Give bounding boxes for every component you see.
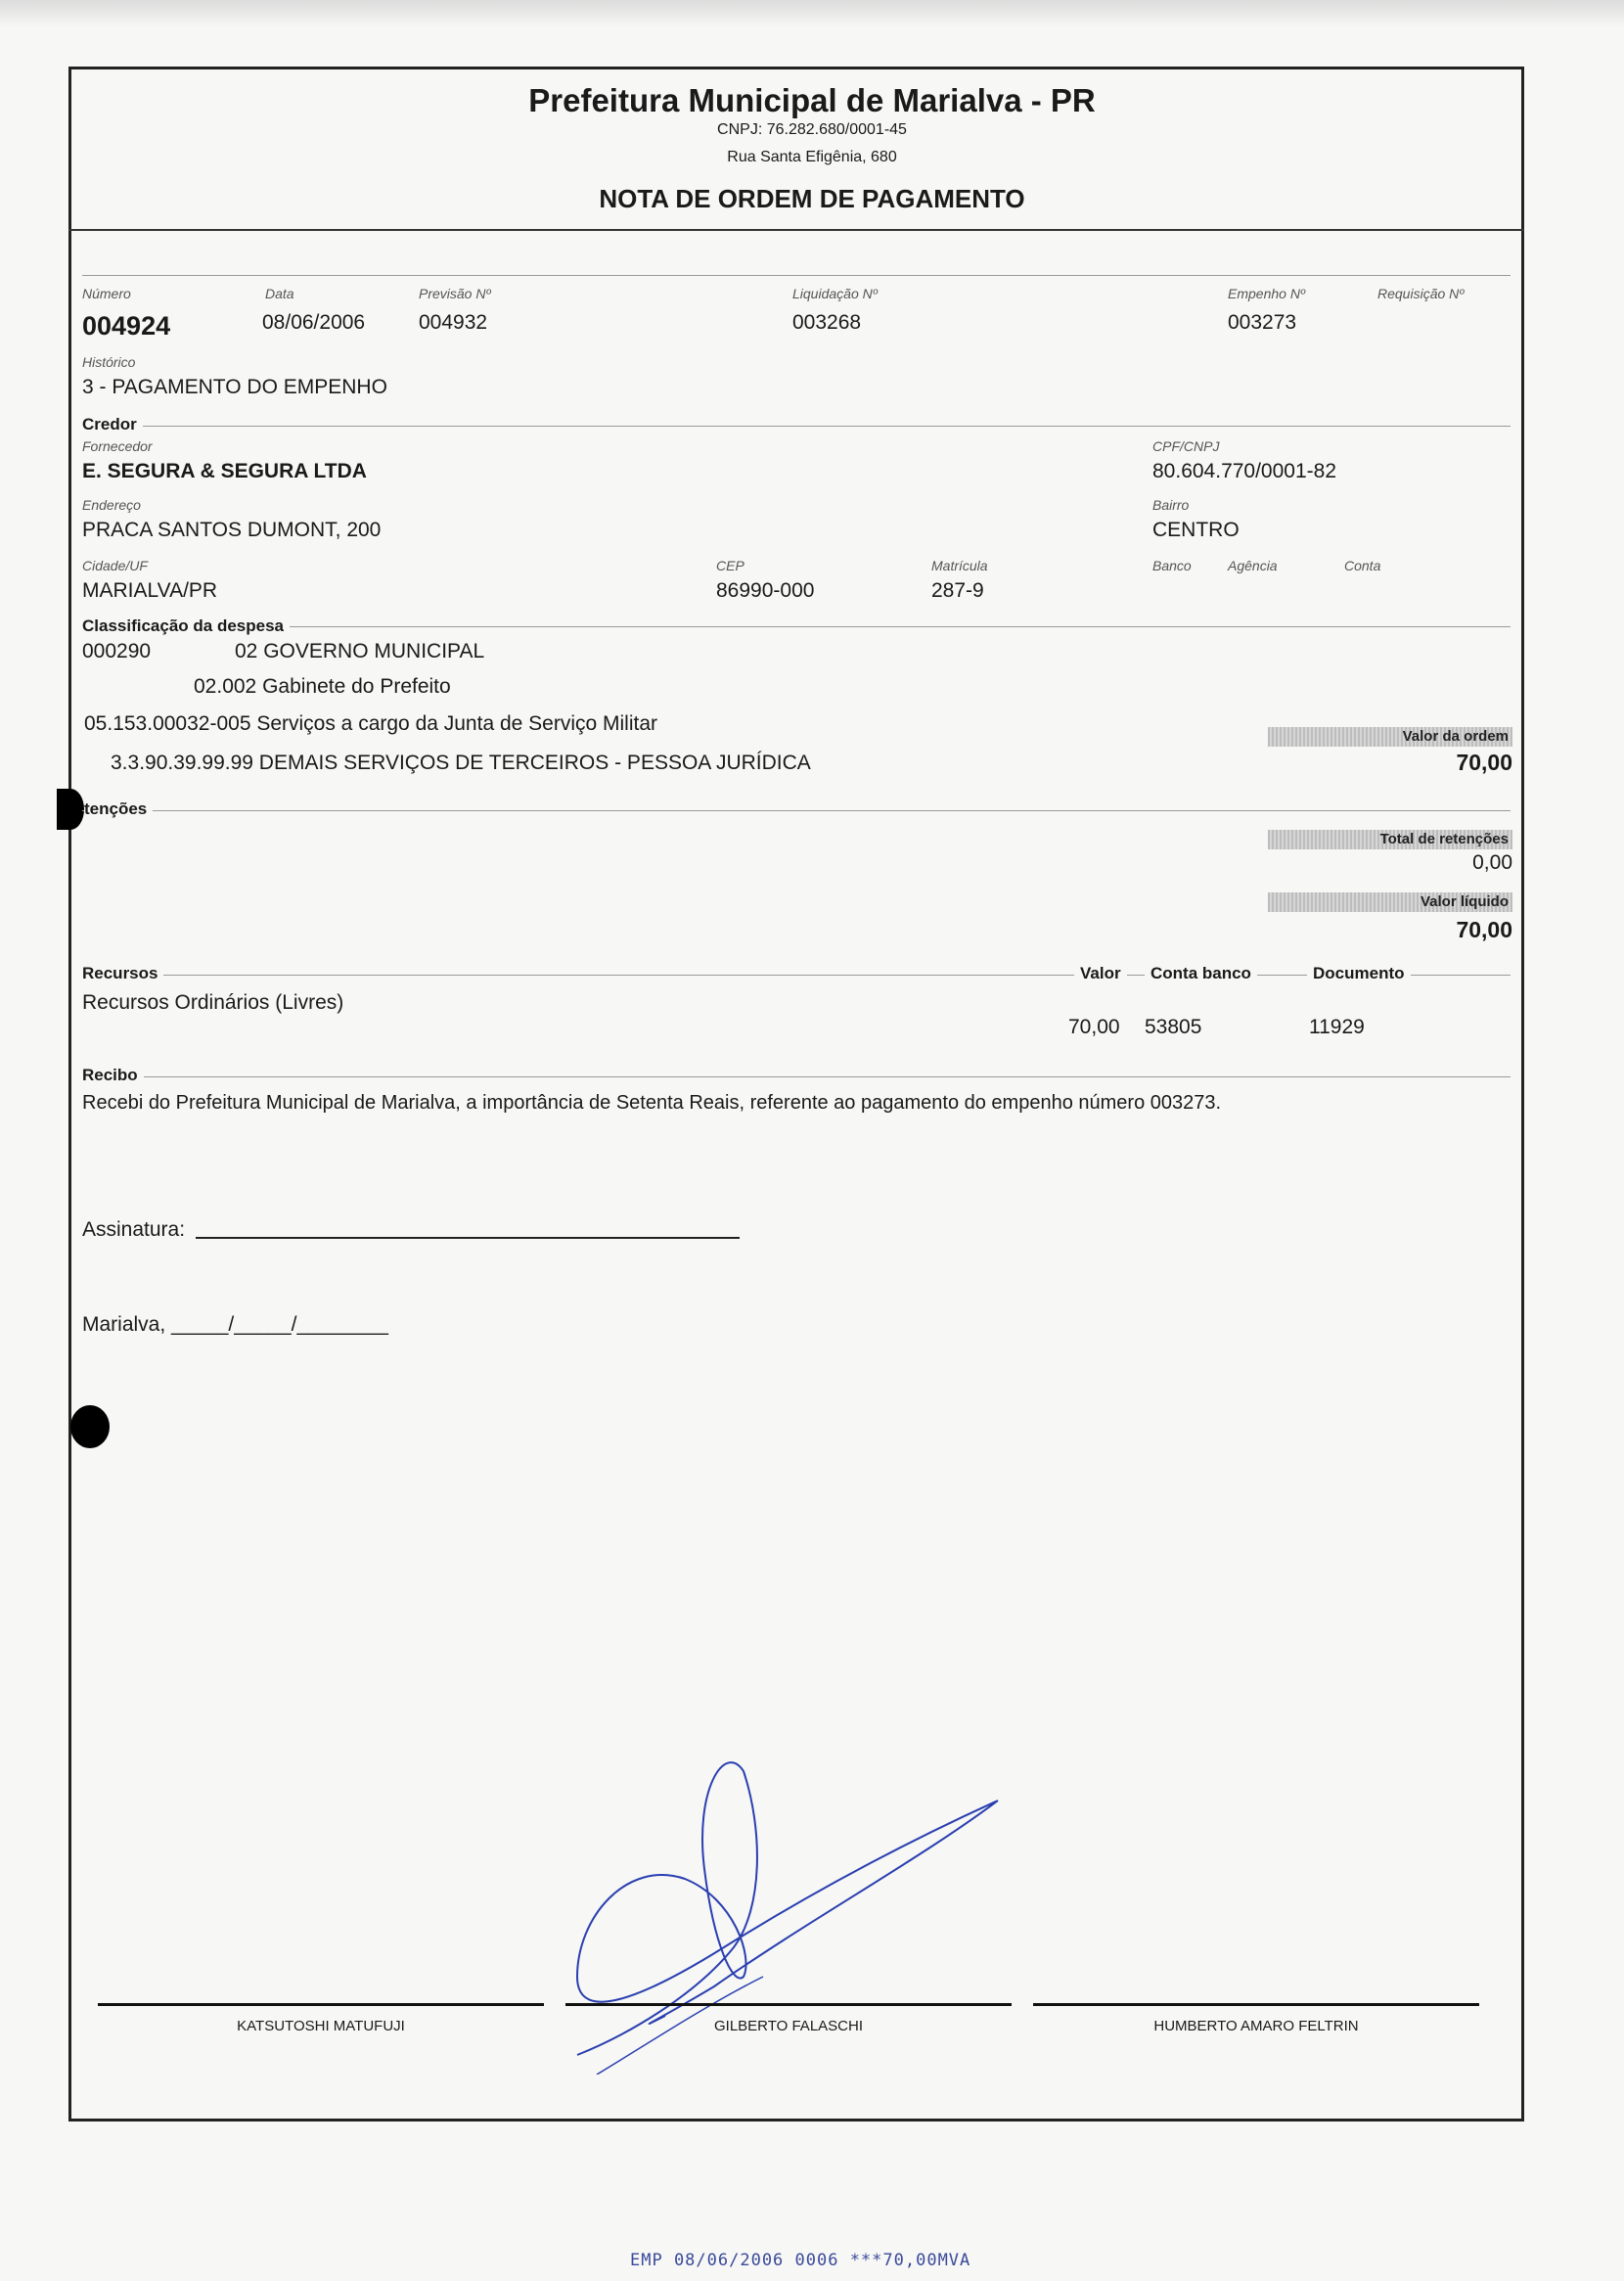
banco-label: Banco <box>1152 558 1192 573</box>
ids-top-rule <box>82 275 1511 276</box>
bairro-value: CENTRO <box>1152 519 1240 541</box>
recursos-documento-header: Documento <box>1307 964 1411 983</box>
recibo-text: Recebi do Prefeitura Municipal de Marialva, a importância de Setenta Reais, referente ao pagamento do empenho número 003273. <box>82 1092 1222 1114</box>
valor-ordem-value: 70,00 <box>1456 750 1512 775</box>
classificacao-section: Classificação da despesa <box>82 616 290 636</box>
header-cnpj: CNPJ: 76.282.680/0001-45 <box>717 121 907 138</box>
requisicao-label: Requisição Nº <box>1377 286 1465 301</box>
signer-1: KATSUTOSHI MATUFUJI <box>237 2018 405 2034</box>
cpf-label: CPF/CNPJ <box>1152 438 1220 454</box>
previsao-value: 004932 <box>419 311 488 334</box>
recursos-descricao: Recursos Ordinários (Livres) <box>82 991 344 1014</box>
retencoes-rule <box>82 810 1511 811</box>
liquidacao-value: 003268 <box>792 311 862 334</box>
recursos-rule <box>82 975 1511 976</box>
recibo-rule <box>82 1076 1511 1077</box>
numero-value: 004924 <box>82 311 171 341</box>
historico-value: 3 - PAGAMENTO DO EMPENHO <box>82 376 387 398</box>
local-data-line: Marialva, _____/_____/________ <box>82 1313 388 1336</box>
punch-hole-mark <box>57 789 84 830</box>
authentication-stamp: EMP 08/06/2006 0006 ***70,00MVA <box>630 2251 971 2270</box>
matricula-label: Matrícula <box>931 558 988 573</box>
valor-liquido-bar <box>1268 892 1512 912</box>
valor-ordem-bar <box>1268 727 1512 747</box>
elemento-value: 3.3.90.39.99.99 DEMAIS SERVIÇOS DE TERCEIROS - PESSOA JURÍDICA <box>111 752 811 774</box>
signer-3: HUMBERTO AMARO FELTRIN <box>1153 2018 1359 2034</box>
credor-section: Credor <box>82 415 143 434</box>
conta-label: Conta <box>1344 558 1381 573</box>
valor-ordem-label: Valor da ordem <box>1402 728 1509 745</box>
orgao-value: 02 GOVERNO MUNICIPAL <box>235 640 485 662</box>
assinatura-label: Assinatura: <box>82 1218 186 1241</box>
document-title: NOTA DE ORDEM DE PAGAMENTO <box>599 184 1025 213</box>
credor-rule <box>82 426 1511 427</box>
signature-line-3 <box>1033 2003 1479 2006</box>
historico-label: Histórico <box>82 354 136 370</box>
recursos-conta: 53805 <box>1145 1016 1202 1038</box>
cep-value: 86990-000 <box>716 579 815 602</box>
data-value: 08/06/2006 <box>262 311 366 334</box>
empenho-label: Empenho Nº <box>1228 286 1306 301</box>
header-divider <box>68 229 1524 231</box>
classificacao-code: 000290 <box>82 640 152 662</box>
cidade-value: MARIALVA/PR <box>82 579 218 602</box>
total-retencoes-bar <box>1268 830 1512 849</box>
numero-label: Número <box>82 286 131 301</box>
unidade-value: 02.002 Gabinete do Prefeito <box>194 675 451 698</box>
page-title: Prefeitura Municipal de Marialva - PR <box>528 82 1096 118</box>
valor-liquido-label: Valor líquido <box>1420 893 1509 910</box>
recursos-valor: 70,00 <box>1068 1016 1120 1038</box>
recursos-documento: 11929 <box>1309 1016 1365 1038</box>
cep-label: CEP <box>716 558 744 573</box>
fornecedor-label: Fornecedor <box>82 438 153 454</box>
header-address: Rua Santa Efigênia, 680 <box>727 149 897 165</box>
matricula-value: 287-9 <box>931 579 984 602</box>
funcional-value: 05.153.00032-005 Serviços a cargo da Junta de Serviço Militar <box>84 712 658 735</box>
punch-hole <box>70 1405 110 1448</box>
valor-liquido-value: 70,00 <box>1456 917 1512 942</box>
recursos-conta-header: Conta banco <box>1145 964 1257 983</box>
recibo-section: Recibo <box>82 1066 144 1085</box>
signature-line-1 <box>98 2003 544 2006</box>
agencia-label: Agência <box>1228 558 1278 573</box>
signer-2: GILBERTO FALASCHI <box>714 2018 863 2034</box>
retencoes-section: tenções <box>84 799 153 819</box>
previsao-label: Previsão Nº <box>419 286 491 301</box>
recursos-valor-header: Valor <box>1074 964 1127 983</box>
cidade-label: Cidade/UF <box>82 558 148 573</box>
signature-line-2 <box>565 2003 1012 2006</box>
endereco-label: Endereço <box>82 497 141 513</box>
endereco-value: PRACA SANTOS DUMONT, 200 <box>82 519 382 541</box>
fornecedor-value: E. SEGURA & SEGURA LTDA <box>82 460 367 482</box>
scan-shadow <box>0 0 1624 27</box>
data-label: Data <box>265 286 294 301</box>
recursos-section: Recursos <box>82 964 163 983</box>
liquidacao-label: Liquidação Nº <box>792 286 878 301</box>
empenho-value: 003273 <box>1228 311 1297 334</box>
total-retencoes-value: 0,00 <box>1472 851 1512 874</box>
cpf-value: 80.604.770/0001-82 <box>1152 460 1337 482</box>
total-retencoes-label: Total de retenções <box>1379 831 1509 847</box>
bairro-label: Bairro <box>1152 497 1190 513</box>
classificacao-rule <box>82 626 1511 627</box>
assinatura-line <box>196 1237 740 1239</box>
